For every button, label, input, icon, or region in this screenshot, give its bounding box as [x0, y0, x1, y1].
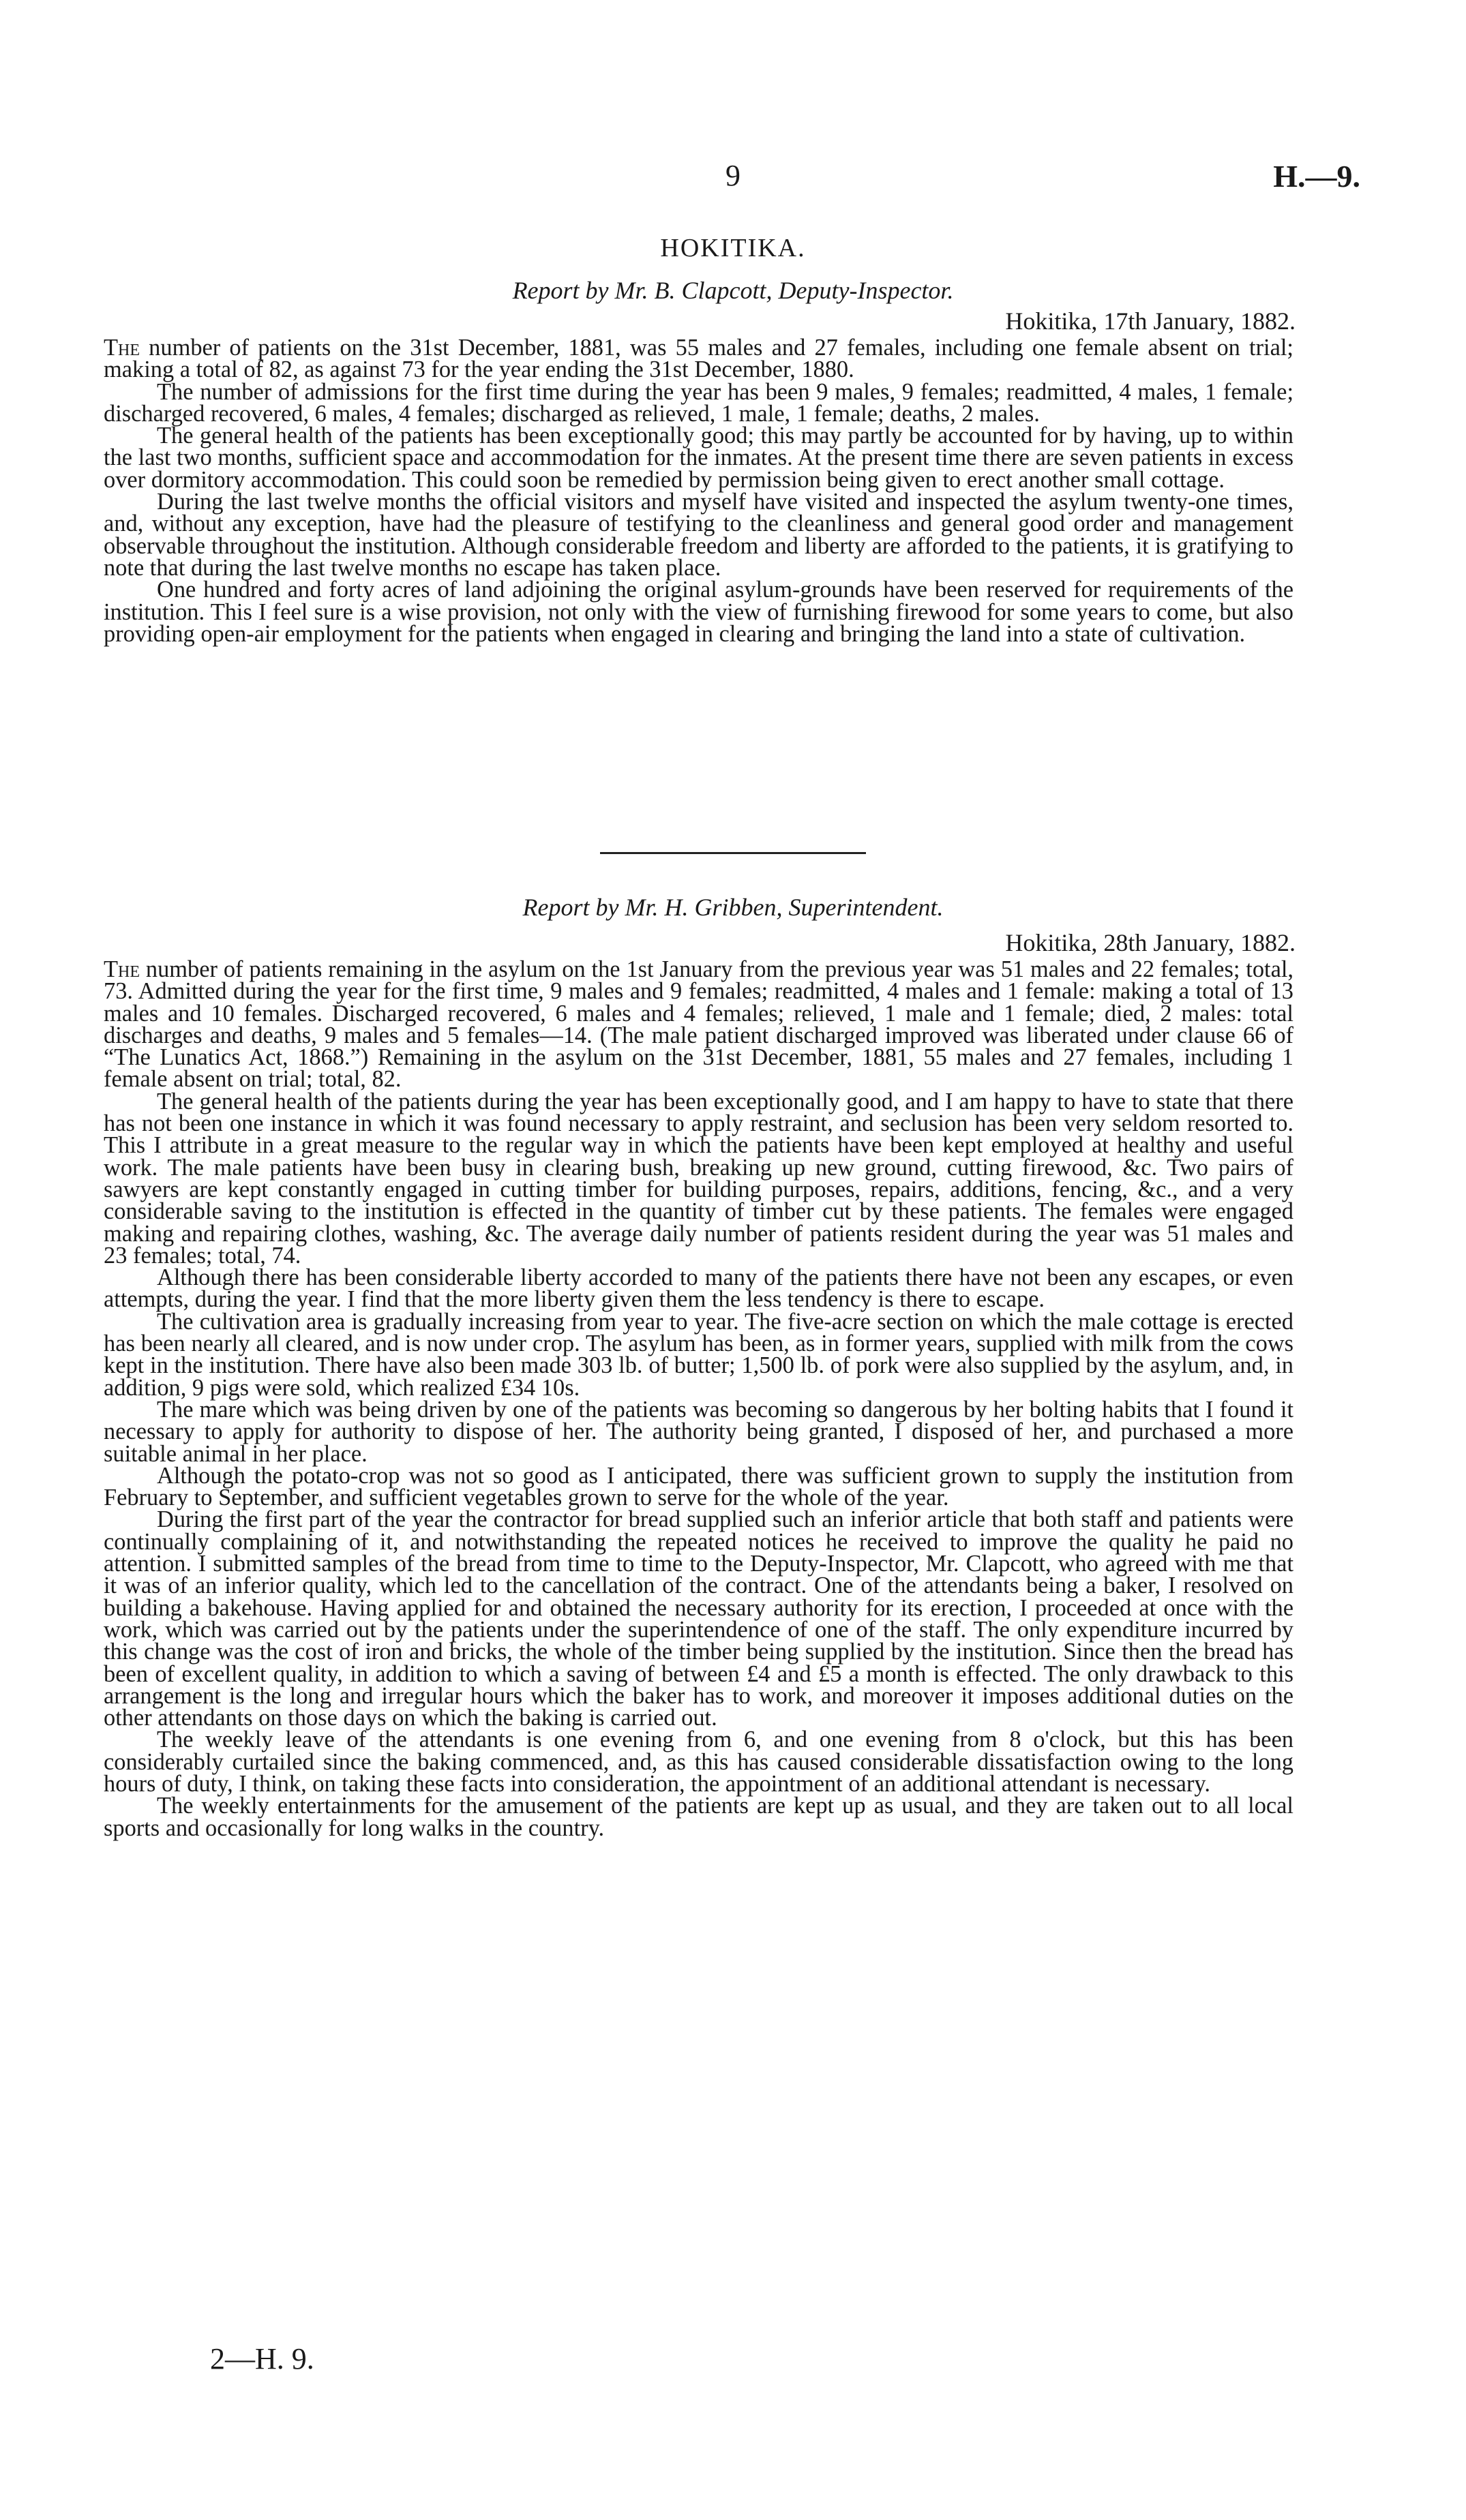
report2-lead-word: The [104, 956, 140, 982]
report2-paragraph-4: The cultivation area is gradually increasing from year to year. The five-acre section on which the male cottage is erected has been nearly all cleared, and is now under crop. The asylum has been, as in former years, supplied with milk from the cows kept in the institution. There have also been made 303 lb. of butter; 1,500 lb. of pork were also supplied by the asylum, and, in addition, 9 pigs were sold, which realized £34 10s. [104, 1308, 1293, 1401]
report1-paragraph-3: The general health of the patients has been exceptionally good; this may partly be accounted for by having, up to within the last two months, sufficient space and accommodation for the inmates. At the present time there are seven patients in excess over dormitory accommodation. This could soon be remedied by permission being given to erect another small cottage. [104, 423, 1293, 493]
report2-paragraph-7: During the first part of the year the contractor for bread supplied such an inferior article that both staff and patients were continually complaining of it, and notwithstanding the repeated notices he received to improve the quality he paid no attention. I submitted samples of the bread from time to time to the Deputy-Inspector, Mr. Clapcott, who agreed with me that it was of an inferior quality, which led to the cancellation of the contract. One of the attendants being a baker, I resolved on building a bakehouse. Having applied for and obtained the necessary authority for its erection, I proceeded at once with the work, which was carried out by the patients under the superintendence of one of the staff. The only expenditure incurred by this change was the cost of iron and bricks, the whole of the timber being supplied by the institution. Since then the bread has been of excellent quality, in addition to which a saving of between £4 and £5 a month is effected. The only drawback to this arrangement is the long and irregular hours which the baker has to work, and moreover it imposes additional duties on the other attendants on those days on which the baking is carried out. [104, 1506, 1293, 1731]
report1-paragraph-2: The number of admissions for the first time during the year has been 9 males, 9 females; readmitted, 4 males, 1 female; discharged recovered, 6 males, 4 females; discharged as relieved, 1 male, 1 female; deaths, 2 males. [104, 378, 1293, 427]
report2-paragraph-9: The weekly entertainments for the amusement of the patients are kept up as usual, and they are taken out to all local sports and occasionally for long walks in the country. [104, 1793, 1293, 1841]
report2-body [104, 958, 1293, 1839]
report2-paragraph-6: Although the potato-crop was not so good as I anticipated, there was sufficient grown to supply the institution from February to September, and sufficient vegetables grown to serve for the whole of the year. [104, 1462, 1293, 1511]
report2-paragraph-1: The number of patients remaining in the asylum on the 1st January from the previous year was 51 males and 22 females; total, 73. Admitted during the year for the first time, 9 males and 9 females; readmitted, 4 males and 1 female: making a total of 13 males and 10 females. Discharged recovered, 6 males and 4 females; relieved, 1 male and 1 female; died, 2 males: total discharges and deaths, 9 males and 5 females—14. (The male patient discharged improved was liberated under clause 66 of “The Lunatics Act, 1868.”) Remaining in the asylum on the 31st December, 1881, 55 males and 27 females, including 1 female absent on trial; total, 82. [104, 956, 1293, 1093]
document-reference: H.—9. [1273, 159, 1360, 194]
report1-paragraph-1: The number of patients on the 31st December, 1881, was 55 males and 27 females, including one female absent on trial; making a total of 82, as against 73 for the year ending the 31st December, 1880. [104, 335, 1293, 383]
report1-body [104, 337, 1293, 645]
report2-paragraph-2: The general health of the patients during the year has been exceptionally good, and I am happy to have to state that there has not been one instance in which it was found necessary to apply restraint, and seclusion has been very seldom resorted to. This I attribute in a great measure to the regular way in which the patients have been kept employed at healthy and useful work. The male patients have been busy in clearing bush, breaking up new ground, cutting firewood, &c. Two pairs of sawyers are kept constantly engaged in cutting timber for building purposes, repairs, additions, fencing, &c., and a very considerable saving to the institution is effected in the quantity of timber cut by these patients. The females were engaged making and repairing clothes, washing, &c. The average daily number of patients resident during the year was 51 males and 23 females; total, 74. [104, 1088, 1293, 1269]
report1-lead-word: The [104, 335, 140, 361]
report2-paragraph-5: The mare which was being driven by one of the patients was becoming so dangerous by her bolting habits that I found it necessary to apply for authority to dispose of her. The authority being granted, I disposed of her, and purchased a more suitable animal in her place. [104, 1396, 1293, 1467]
report1-paragraph-4: During the last twelve months the official visitors and myself have visited and inspected the asylum twenty-one times, and, without any exception, have had the pleasure of testifying to the cleanliness and general good order and management observable throughout the institution. Although considerable freedom and liberty are afforded to the patients, it is gratifying to note that during the last twelve months no escape has taken place. [104, 489, 1293, 581]
report1-dateline: Hokitika, 17th January, 1882. [1005, 307, 1296, 335]
signature-reference: 2—H. 9. [210, 2342, 314, 2375]
report1-paragraph-5: One hundred and forty acres of land adjoining the original asylum-grounds have been reserved for requirements of the institution. This I feel sure is a wise provision, not only with the view of furnishing firewood for some years to come, but also providing open-air employment for the patients when engaged in clearing and bringing the land into a state of cultivation. [104, 577, 1293, 647]
section-title: HOKITIKA. [660, 234, 806, 262]
page-number: 9 [725, 159, 741, 192]
report2-paragraph-3: Although there has been considerable liberty accorded to many of the patients there have not been any escapes, or even attempts, during the year. I find that the more liberty given them the less tendency is there to escape. [104, 1264, 1293, 1313]
report2-paragraph-8: The weekly leave of the attendants is one evening from 6, and one evening from 8 o'clock, but this has been considerably curtailed since the baking commenced, and, as this has caused considerable dissatisfaction owing to the long hours of duty, I think, on taking these facts into consideration, the appointment of an additional attendant is necessary. [104, 1727, 1293, 1797]
report2-byline: Report by Mr. H. Gribben, Superintendent. [522, 894, 944, 921]
report2-dateline: Hokitika, 28th January, 1882. [1005, 929, 1296, 956]
report1-byline: Report by Mr. B. Clapcott, Deputy-Inspector. [512, 277, 954, 304]
section-divider [600, 852, 866, 854]
